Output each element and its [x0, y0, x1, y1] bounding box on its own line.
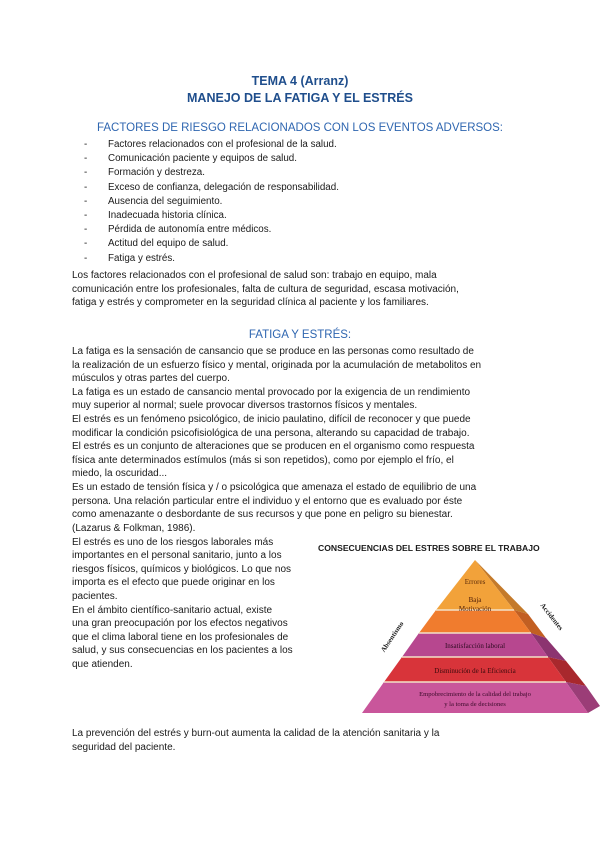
text-line: pacientes.	[72, 590, 118, 602]
list-item: - Comunicación paciente y equipos de salud.	[84, 152, 339, 166]
stress-pyramid-figure	[350, 556, 600, 718]
text-line: músculos y otras partes del cuerpo.	[72, 373, 230, 385]
document-subtitle: MANEJO DE LA FATIGA Y EL ESTRÉS	[187, 91, 413, 105]
risk-factors-heading: FACTORES DE RIESGO RELACIONADOS CON LOS EVENTOS ADVERSOS:	[96, 122, 503, 134]
text-line: salud, y sus consecuencias en los pacientes a los	[72, 645, 293, 657]
text-line: Los factores relacionados con el profesional de salud son: trabajo en equipo, mala	[72, 270, 437, 281]
list-item: - Actitud del equipo de salud.	[84, 237, 339, 251]
text-line: En el ámbito científico-sanitario actual, existe	[72, 604, 273, 616]
list-item: - Inadecuada historia clínica.	[84, 209, 339, 223]
text-line: La fatiga es un estado de cansancio mental provocado por la exigencia de un rendimiento	[72, 386, 471, 398]
text-line: como amenazante o desbordante de sus recursos y que pone en peligro su bienestar.	[72, 509, 453, 521]
pyramid-side-absenteeism: Absentismo	[379, 620, 406, 654]
fatigue-stress-body	[72, 345, 481, 522]
closing-paragraph	[72, 727, 439, 754]
pyramid-label-errors: Errores	[464, 578, 486, 586]
text-line: importa es el efecto que puede originar en los	[72, 577, 275, 589]
text-line: una gran preocupación por los efectos negativos	[72, 618, 288, 630]
pyramid-label-motivation: Motivación	[458, 605, 492, 613]
text-line: La prevención del estrés y burn-out aumenta la calidad de la atención sanitaria y la	[72, 728, 440, 739]
text-line: El estrés es uno de los riesgos laborales más	[72, 536, 274, 548]
list-item: - Exceso de confianza, delegación de responsabilidad.	[84, 181, 339, 195]
pyramid-level-motivation	[419, 610, 531, 633]
text-line: fatiga y estrés y comprometer en la seguridad clínica al paciente y los familiares.	[72, 297, 429, 309]
text-line: que atienden.	[72, 658, 133, 670]
pyramid-label-low: Baja	[468, 596, 482, 604]
text-line: importantes en el personal sanitario, junto a los	[72, 550, 282, 562]
pyramid-side-accidents: Accidentes	[538, 601, 565, 632]
text-line: la realización de un esfuerzo físico y mental, originada por la acumulación de metabolitos en	[72, 359, 482, 371]
text-line: persona. Una relación particular entre el individuo y el entorno que es evaluado por éste	[72, 495, 463, 507]
list-item: - Formación y destreza.	[84, 166, 339, 180]
pyramid-label-quality-2: y la toma de decisiones	[444, 701, 506, 708]
text-line: La fatiga es la sensación de cansancio que se produce en las personas como resultado de	[72, 346, 474, 357]
stress-narrow-column	[72, 522, 293, 672]
document-title: TEMA 4 (Arranz)	[251, 74, 349, 88]
text-line: riesgos físicos, químicos y biológicos. Lo que nos	[72, 563, 291, 575]
pyramid-label-dissatisfaction: Insatisfacción laboral	[444, 642, 506, 650]
fatigue-stress-heading: FATIGA Y ESTRÉS:	[248, 329, 352, 341]
list-item: - Pérdida de autonomía entre médicos.	[84, 223, 339, 237]
text-line: (Lazarus & Folkman, 1986).	[72, 523, 196, 534]
risk-factors-summary	[72, 269, 459, 310]
pyramid-label-efficiency: Disminución de la Eficiencia	[434, 667, 516, 675]
pyramid-label-quality-1: Empobrecimiento de la calidad del trabajo	[419, 691, 531, 698]
text-line: muy superior al normal; suele provocar diversos trastornos físicos y mentales.	[72, 400, 418, 412]
list-item: - Factores relacionados con el profesional de la salud.	[84, 138, 339, 152]
text-line: miedo, la oscuridad...	[72, 468, 168, 480]
risk-factors-list	[84, 138, 339, 266]
text-line: seguridad del paciente.	[72, 741, 176, 753]
text-line: El estrés es un fenómeno psicológico, de inicio paulatino, difícil de reconocer y que puede	[72, 413, 471, 425]
text-line: El estrés es un conjunto de alteraciones que se producen en el organismo como respuesta	[72, 441, 475, 453]
text-line: que el clima laboral tiene en los profesionales de	[72, 631, 289, 643]
text-line: Es un estado de tensión física y / o psicológica que amenaza el estado de equilibrio de una	[72, 481, 477, 493]
text-line: comunicación entre los profesionales, falta de cultura de seguridad, escasa motivación,	[72, 283, 459, 295]
text-line: física ante determinados estímulos (más si son repetidos), como por ejemplo el frío, el	[72, 454, 454, 466]
list-item: - Fatiga y estrés.	[84, 252, 339, 266]
text-line: modificar la condición psicofisiológica de una persona, alterando su capacidad de trabajo.	[72, 427, 470, 439]
pyramid-title: CONSECUENCIAS DEL ESTRES SOBRE EL TRABAJO	[318, 543, 540, 553]
list-item: - Ausencia del seguimiento.	[84, 195, 339, 209]
